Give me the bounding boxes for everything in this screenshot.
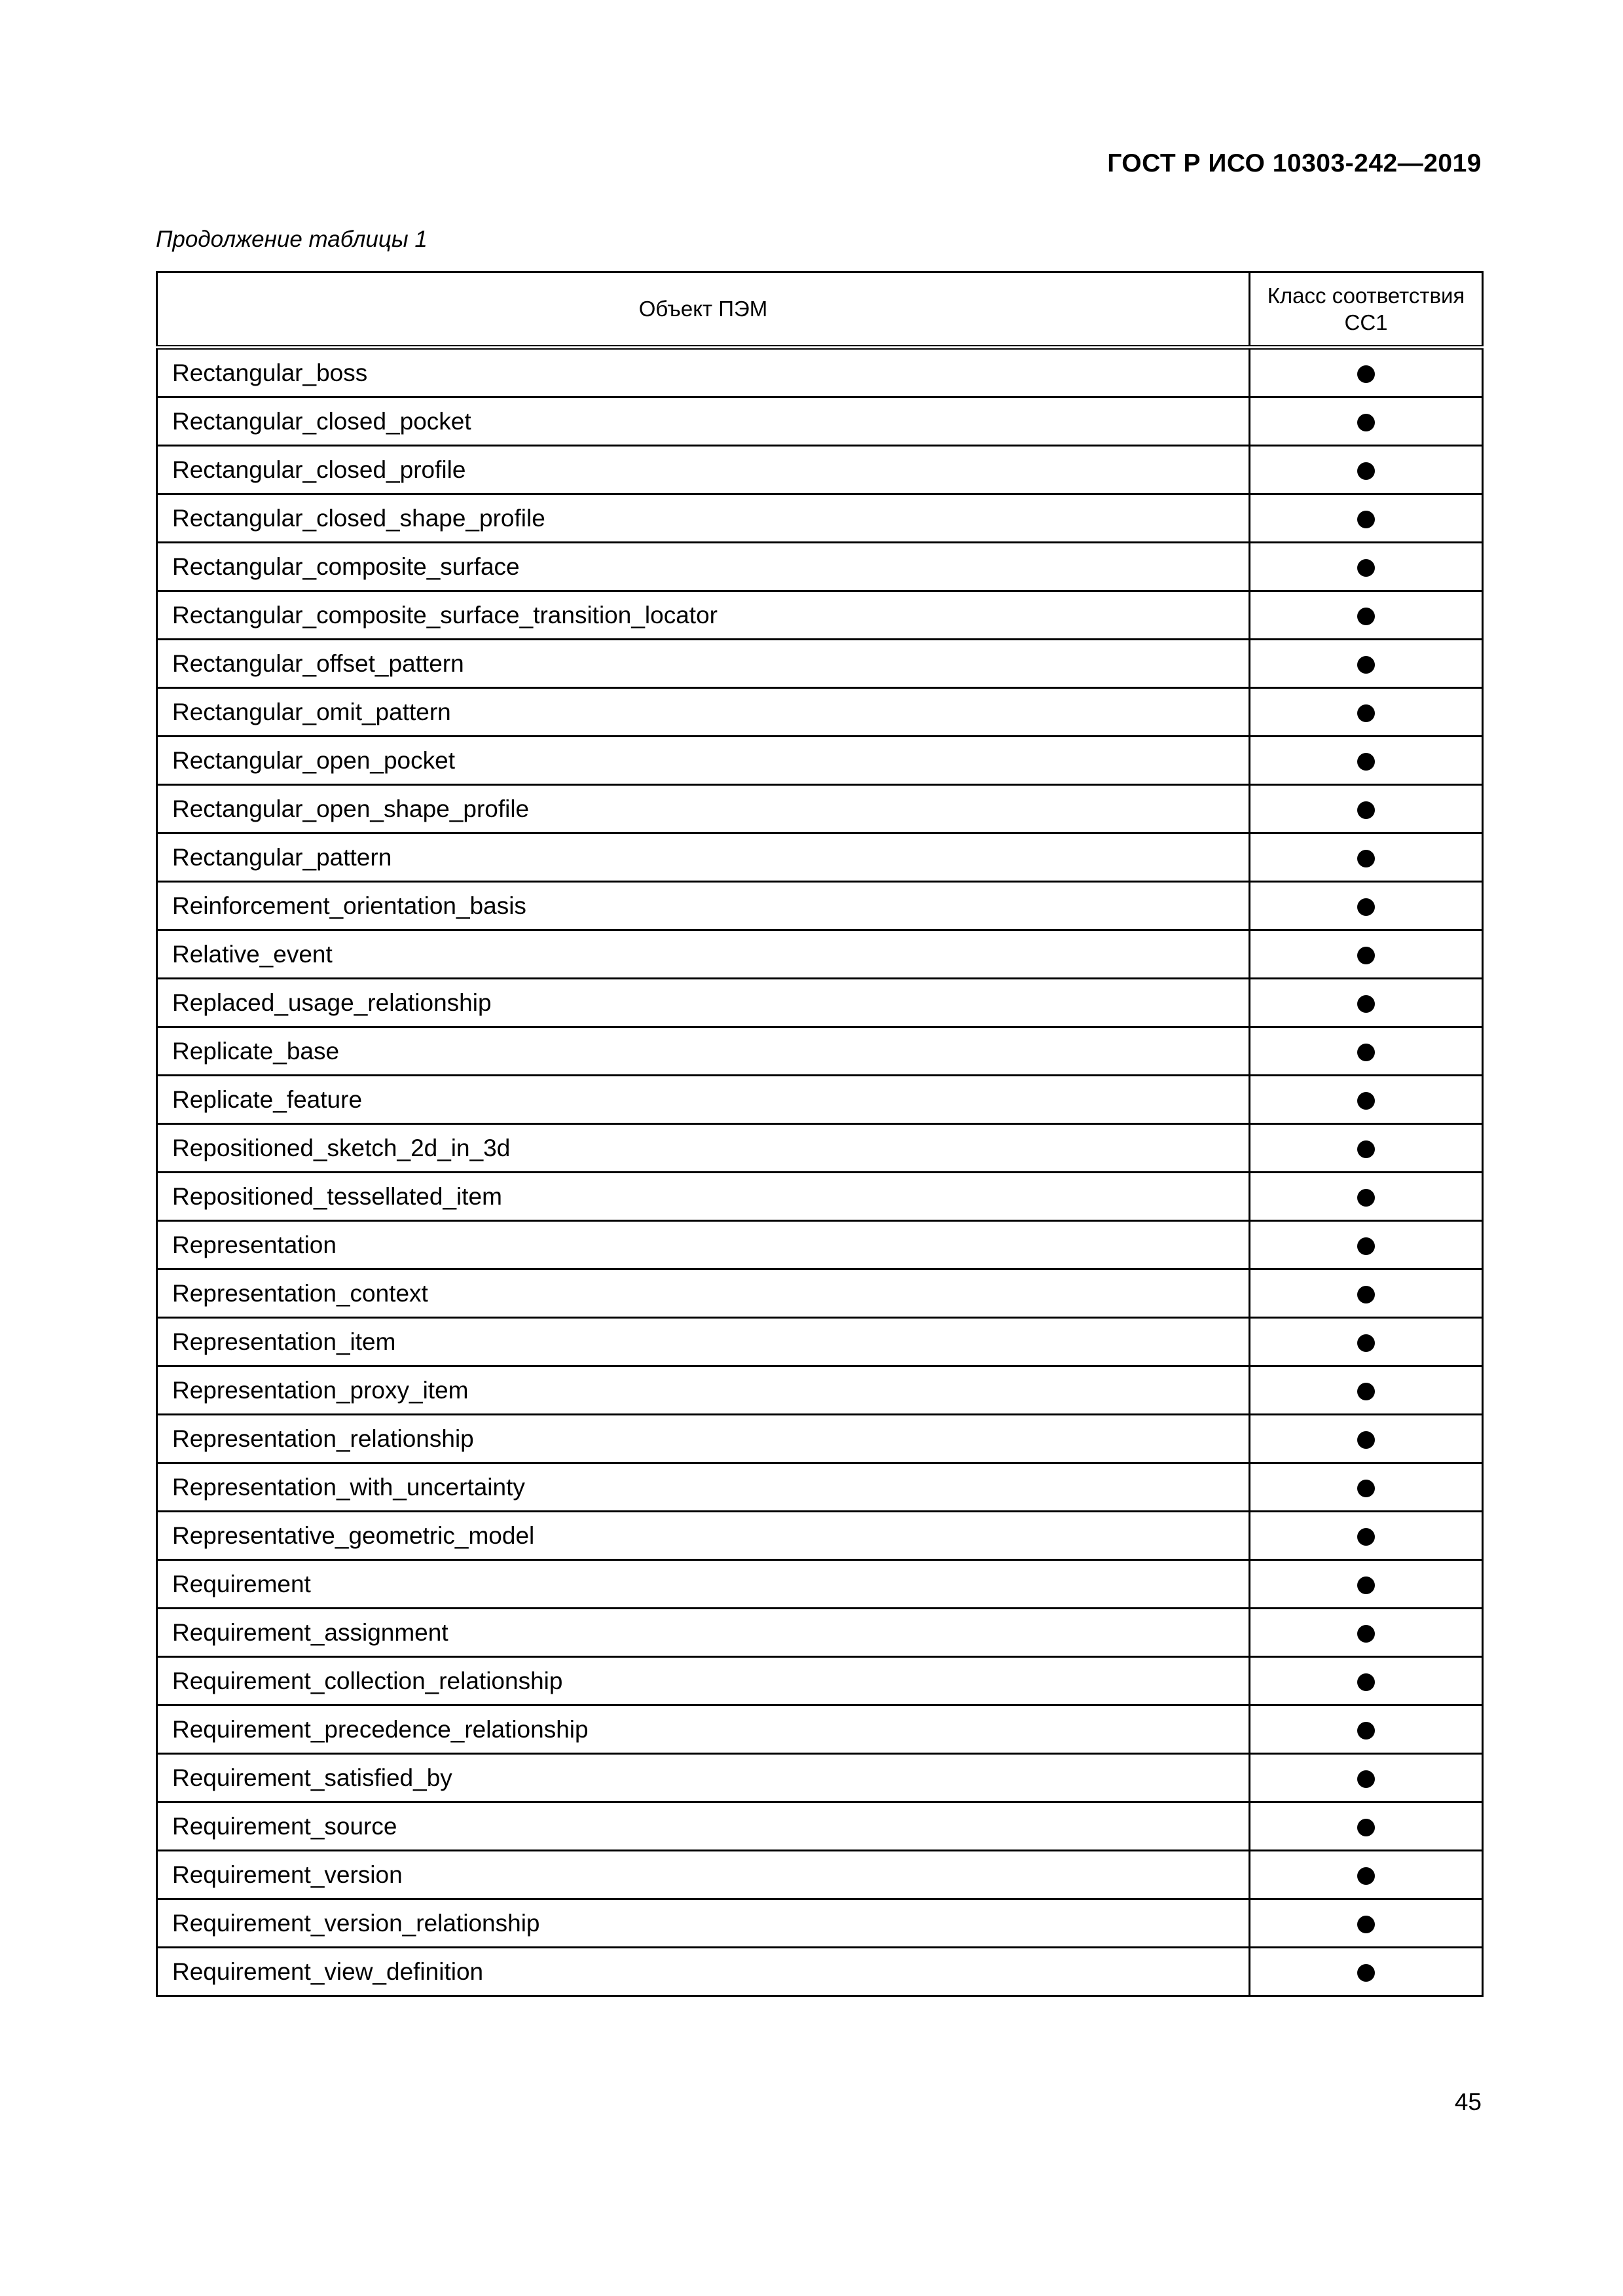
object-name-cell: Rectangular_pattern xyxy=(157,833,1250,882)
table-row xyxy=(157,1512,1483,1560)
conformance-mark-cell xyxy=(1250,591,1483,640)
conformance-mark-cell xyxy=(1250,1027,1483,1076)
object-name-cell: Replicate_feature xyxy=(157,1076,1250,1124)
bullet-dot-icon xyxy=(1357,414,1375,431)
bullet-dot-icon xyxy=(1357,1237,1375,1255)
conformance-mark-cell xyxy=(1250,930,1483,979)
bullet-dot-icon xyxy=(1357,1819,1375,1836)
object-name-cell: Rectangular_closed_shape_profile xyxy=(157,494,1250,543)
object-name-cell: Representative_geometric_model xyxy=(157,1512,1250,1560)
table-row xyxy=(157,688,1483,737)
bullet-dot-icon xyxy=(1357,1383,1375,1400)
object-name-cell: Rectangular_closed_profile xyxy=(157,446,1250,494)
object-name-cell: Requirement_version xyxy=(157,1851,1250,1899)
table-row xyxy=(157,446,1483,494)
bullet-dot-icon xyxy=(1357,1576,1375,1594)
bullet-dot-icon xyxy=(1357,1286,1375,1303)
table-row xyxy=(157,348,1483,397)
conformance-mark-cell xyxy=(1250,1366,1483,1415)
table-row xyxy=(157,1027,1483,1076)
table-row xyxy=(157,1705,1483,1754)
object-name-cell: Requirement_source xyxy=(157,1802,1250,1851)
table-row xyxy=(157,1948,1483,1996)
column-header-object: Объект ПЭМ xyxy=(157,272,1250,348)
bullet-dot-icon xyxy=(1357,1867,1375,1885)
conformance-mark-cell xyxy=(1250,1221,1483,1269)
table-row xyxy=(157,1560,1483,1609)
bullet-dot-icon xyxy=(1357,801,1375,819)
object-name-cell: Replaced_usage_relationship xyxy=(157,979,1250,1027)
object-name-cell: Repositioned_sketch_2d_in_3d xyxy=(157,1124,1250,1173)
object-name-cell: Relative_event xyxy=(157,930,1250,979)
table-row xyxy=(157,1415,1483,1463)
table-row xyxy=(157,397,1483,446)
bullet-dot-icon xyxy=(1357,1092,1375,1110)
table-row xyxy=(157,930,1483,979)
table-row xyxy=(157,1609,1483,1657)
conformance-mark-cell xyxy=(1250,1948,1483,1996)
table-continuation-label: Продолжение таблицы 1 xyxy=(156,227,428,252)
table-row xyxy=(157,1463,1483,1512)
object-name-cell: Rectangular_boss xyxy=(157,348,1250,397)
object-name-cell: Representation_context xyxy=(157,1269,1250,1318)
bullet-dot-icon xyxy=(1357,1673,1375,1691)
bullet-dot-icon xyxy=(1357,1722,1375,1740)
table-header-row xyxy=(157,272,1483,348)
conformance-mark-cell xyxy=(1250,737,1483,785)
conformance-mark-cell xyxy=(1250,1802,1483,1851)
object-name-cell: Requirement_collection_relationship xyxy=(157,1657,1250,1705)
conformance-mark-cell xyxy=(1250,1318,1483,1366)
table-row xyxy=(157,1657,1483,1705)
conformance-mark-cell xyxy=(1250,688,1483,737)
bullet-dot-icon xyxy=(1357,850,1375,867)
table-row xyxy=(157,494,1483,543)
conformance-mark-cell xyxy=(1250,543,1483,591)
table-row xyxy=(157,1802,1483,1851)
bullet-dot-icon xyxy=(1357,1140,1375,1158)
bullet-dot-icon xyxy=(1357,1964,1375,1982)
conformance-mark-cell xyxy=(1250,1415,1483,1463)
table-body xyxy=(157,348,1483,1996)
conformance-mark-cell xyxy=(1250,1754,1483,1802)
conformance-mark-cell xyxy=(1250,1173,1483,1221)
conformance-mark-cell xyxy=(1250,1463,1483,1512)
conformance-mark-cell xyxy=(1250,785,1483,833)
object-name-cell: Rectangular_offset_pattern xyxy=(157,640,1250,688)
table-row xyxy=(157,1851,1483,1899)
conformance-mark-cell xyxy=(1250,1512,1483,1560)
conformance-mark-cell xyxy=(1250,1609,1483,1657)
bullet-dot-icon xyxy=(1357,1916,1375,1933)
object-name-cell: Representation xyxy=(157,1221,1250,1269)
bullet-dot-icon xyxy=(1357,1625,1375,1643)
object-name-cell: Requirement_version_relationship xyxy=(157,1899,1250,1948)
bullet-dot-icon xyxy=(1357,753,1375,771)
object-name-cell: Requirement xyxy=(157,1560,1250,1609)
table-row xyxy=(157,640,1483,688)
conformance-mark-cell xyxy=(1250,979,1483,1027)
object-name-cell: Representation_proxy_item xyxy=(157,1366,1250,1415)
bullet-dot-icon xyxy=(1357,704,1375,722)
table-row xyxy=(157,1318,1483,1366)
conformance-mark-cell xyxy=(1250,494,1483,543)
object-name-cell: Rectangular_omit_pattern xyxy=(157,688,1250,737)
column-header-class-line1: Класс соответствия xyxy=(1267,283,1465,308)
table-row xyxy=(157,1221,1483,1269)
conformance-mark-cell xyxy=(1250,833,1483,882)
table-row xyxy=(157,1173,1483,1221)
object-name-cell: Requirement_satisfied_by xyxy=(157,1754,1250,1802)
bullet-dot-icon xyxy=(1357,1044,1375,1061)
column-header-conformance-class xyxy=(1250,272,1483,348)
bullet-dot-icon xyxy=(1357,1334,1375,1352)
bullet-dot-icon xyxy=(1357,462,1375,480)
object-name-cell: Requirement_assignment xyxy=(157,1609,1250,1657)
bullet-dot-icon xyxy=(1357,1480,1375,1497)
standard-code-header: ГОСТ Р ИСО 10303-242—2019 xyxy=(1107,149,1482,177)
conformance-mark-cell xyxy=(1250,882,1483,930)
bullet-dot-icon xyxy=(1357,559,1375,577)
object-name-cell: Reinforcement_orientation_basis xyxy=(157,882,1250,930)
table-row xyxy=(157,1754,1483,1802)
bullet-dot-icon xyxy=(1357,511,1375,528)
conformance-mark-cell xyxy=(1250,1124,1483,1173)
conformance-mark-cell xyxy=(1250,397,1483,446)
bullet-dot-icon xyxy=(1357,1770,1375,1788)
conformance-mark-cell xyxy=(1250,1560,1483,1609)
table-row xyxy=(157,1124,1483,1173)
table-row xyxy=(157,1366,1483,1415)
object-name-cell: Representation_with_uncertainty xyxy=(157,1463,1250,1512)
object-name-cell: Replicate_base xyxy=(157,1027,1250,1076)
object-name-cell: Requirement_view_definition xyxy=(157,1948,1250,1996)
table-row xyxy=(157,882,1483,930)
conformance-mark-cell xyxy=(1250,1269,1483,1318)
conformance-mark-cell xyxy=(1250,640,1483,688)
table-row xyxy=(157,979,1483,1027)
table-row xyxy=(157,1269,1483,1318)
object-name-cell: Rectangular_open_shape_profile xyxy=(157,785,1250,833)
table-row xyxy=(157,1899,1483,1948)
bullet-dot-icon xyxy=(1357,947,1375,964)
conformance-table xyxy=(156,271,1484,1997)
bullet-dot-icon xyxy=(1357,656,1375,674)
bullet-dot-icon xyxy=(1357,995,1375,1013)
table-row xyxy=(157,591,1483,640)
object-name-cell: Repositioned_tessellated_item xyxy=(157,1173,1250,1221)
object-name-cell: Representation_relationship xyxy=(157,1415,1250,1463)
table-row xyxy=(157,737,1483,785)
bullet-dot-icon xyxy=(1357,1189,1375,1207)
object-name-cell: Rectangular_open_pocket xyxy=(157,737,1250,785)
conformance-mark-cell xyxy=(1250,446,1483,494)
object-name-cell: Representation_item xyxy=(157,1318,1250,1366)
object-name-cell: Requirement_precedence_relationship xyxy=(157,1705,1250,1754)
table-row xyxy=(157,785,1483,833)
table-row xyxy=(157,1076,1483,1124)
object-name-cell: Rectangular_composite_surface xyxy=(157,543,1250,591)
column-header-class-line2: СС1 xyxy=(1344,310,1388,335)
object-name-cell: Rectangular_composite_surface_transition_locator xyxy=(157,591,1250,640)
conformance-mark-cell xyxy=(1250,1851,1483,1899)
object-name-cell: Rectangular_closed_pocket xyxy=(157,397,1250,446)
conformance-mark-cell xyxy=(1250,1705,1483,1754)
bullet-dot-icon xyxy=(1357,898,1375,916)
table-row xyxy=(157,543,1483,591)
conformance-mark-cell xyxy=(1250,1899,1483,1948)
bullet-dot-icon xyxy=(1357,1431,1375,1449)
conformance-mark-cell xyxy=(1250,1657,1483,1705)
bullet-dot-icon xyxy=(1357,365,1375,383)
page-number: 45 xyxy=(1454,2088,1482,2115)
conformance-mark-cell xyxy=(1250,348,1483,397)
table-row xyxy=(157,833,1483,882)
conformance-mark-cell xyxy=(1250,1076,1483,1124)
bullet-dot-icon xyxy=(1357,608,1375,625)
bullet-dot-icon xyxy=(1357,1528,1375,1546)
